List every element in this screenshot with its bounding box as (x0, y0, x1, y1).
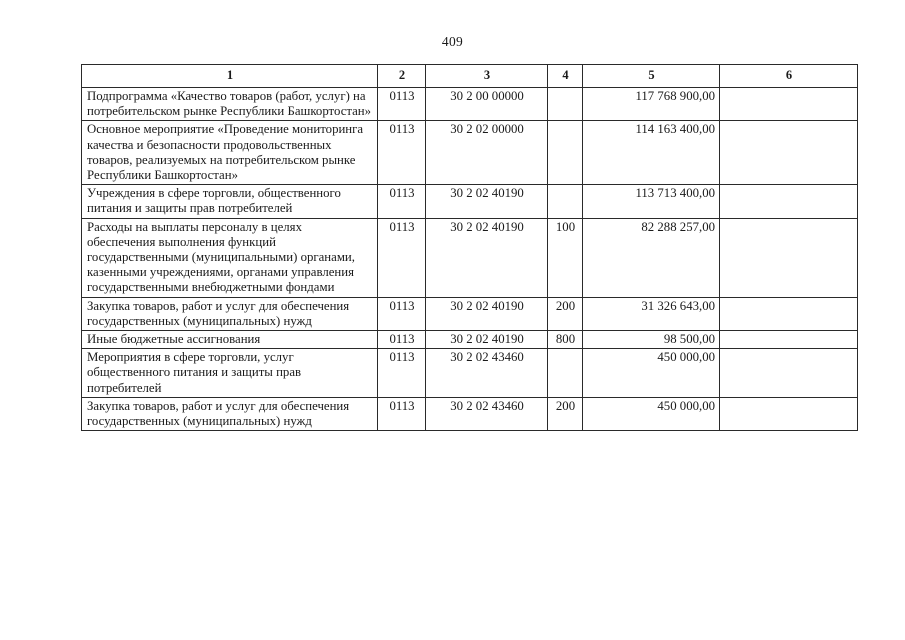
row-amount: 82 288 257,00 (583, 218, 720, 297)
table-row (82, 121, 858, 185)
row-amount: 113 713 400,00 (583, 185, 720, 218)
row-target-article: 30 2 02 43460 (426, 397, 548, 430)
row-name: Расходы на выплаты персоналу в целях обеспечения выполнения функций государственными (муниципальными) органами, казенными учреждениями, органами управления государственными внебюджетными фондами (82, 218, 378, 297)
row-expense-type (548, 121, 583, 185)
row-column-6 (720, 218, 858, 297)
row-expense-type: 800 (548, 331, 583, 349)
row-section-code: 0113 (378, 218, 426, 297)
column-header-2: 2 (378, 65, 426, 88)
row-target-article: 30 2 02 40190 (426, 297, 548, 330)
table-row (82, 88, 858, 121)
row-name: Мероприятия в сфере торговли, услуг общественного питания и защиты прав потребителей (82, 349, 378, 398)
row-name: Основное мероприятие «Проведение мониторинга качества и безопасности продовольственных товаров, реализуемых на потребительском рынке Республики Башкортостан» (82, 121, 378, 185)
table-row (82, 297, 858, 330)
table-header-row (82, 65, 858, 88)
row-expense-type: 100 (548, 218, 583, 297)
row-column-6 (720, 185, 858, 218)
row-target-article: 30 2 02 43460 (426, 349, 548, 398)
row-target-article: 30 2 00 00000 (426, 88, 548, 121)
row-name: Закупка товаров, работ и услуг для обеспечения государственных (муниципальных) нужд (82, 397, 378, 430)
row-expense-type (548, 88, 583, 121)
column-header-4: 4 (548, 65, 583, 88)
row-column-6 (720, 397, 858, 430)
row-amount: 117 768 900,00 (583, 88, 720, 121)
budget-table (81, 64, 858, 431)
row-amount: 114 163 400,00 (583, 121, 720, 185)
row-target-article: 30 2 02 40190 (426, 331, 548, 349)
table-row (82, 185, 858, 218)
row-expense-type: 200 (548, 397, 583, 430)
row-column-6 (720, 88, 858, 121)
row-column-6 (720, 297, 858, 330)
row-section-code: 0113 (378, 349, 426, 398)
row-section-code: 0113 (378, 88, 426, 121)
row-amount: 31 326 643,00 (583, 297, 720, 330)
row-name: Учреждения в сфере торговли, общественного питания и защиты прав потребителей (82, 185, 378, 218)
row-amount: 450 000,00 (583, 349, 720, 398)
page-number: 409 (441, 34, 464, 49)
table-row (82, 349, 858, 398)
row-column-6 (720, 349, 858, 398)
column-header-3: 3 (426, 65, 548, 88)
row-section-code: 0113 (378, 397, 426, 430)
row-expense-type: 200 (548, 297, 583, 330)
row-name: Иные бюджетные ассигнования (82, 331, 378, 349)
row-name: Подпрограмма «Качество товаров (работ, услуг) на потребительском рынке Республики Башкортостан» (82, 88, 378, 121)
row-target-article: 30 2 02 40190 (426, 185, 548, 218)
table-row (82, 331, 858, 349)
row-expense-type (548, 349, 583, 398)
row-name: Закупка товаров, работ и услуг для обеспечения государственных (муниципальных) нужд (82, 297, 378, 330)
row-expense-type (548, 185, 583, 218)
row-section-code: 0113 (378, 185, 426, 218)
column-header-5: 5 (583, 65, 720, 88)
row-section-code: 0113 (378, 297, 426, 330)
row-column-6 (720, 121, 858, 185)
row-amount: 450 000,00 (583, 397, 720, 430)
row-column-6 (720, 331, 858, 349)
row-target-article: 30 2 02 00000 (426, 121, 548, 185)
table-row (82, 218, 858, 297)
column-header-1: 1 (82, 65, 378, 88)
row-section-code: 0113 (378, 331, 426, 349)
row-target-article: 30 2 02 40190 (426, 218, 548, 297)
column-header-6: 6 (720, 65, 858, 88)
table-row (82, 397, 858, 430)
row-amount: 98 500,00 (583, 331, 720, 349)
row-section-code: 0113 (378, 121, 426, 185)
